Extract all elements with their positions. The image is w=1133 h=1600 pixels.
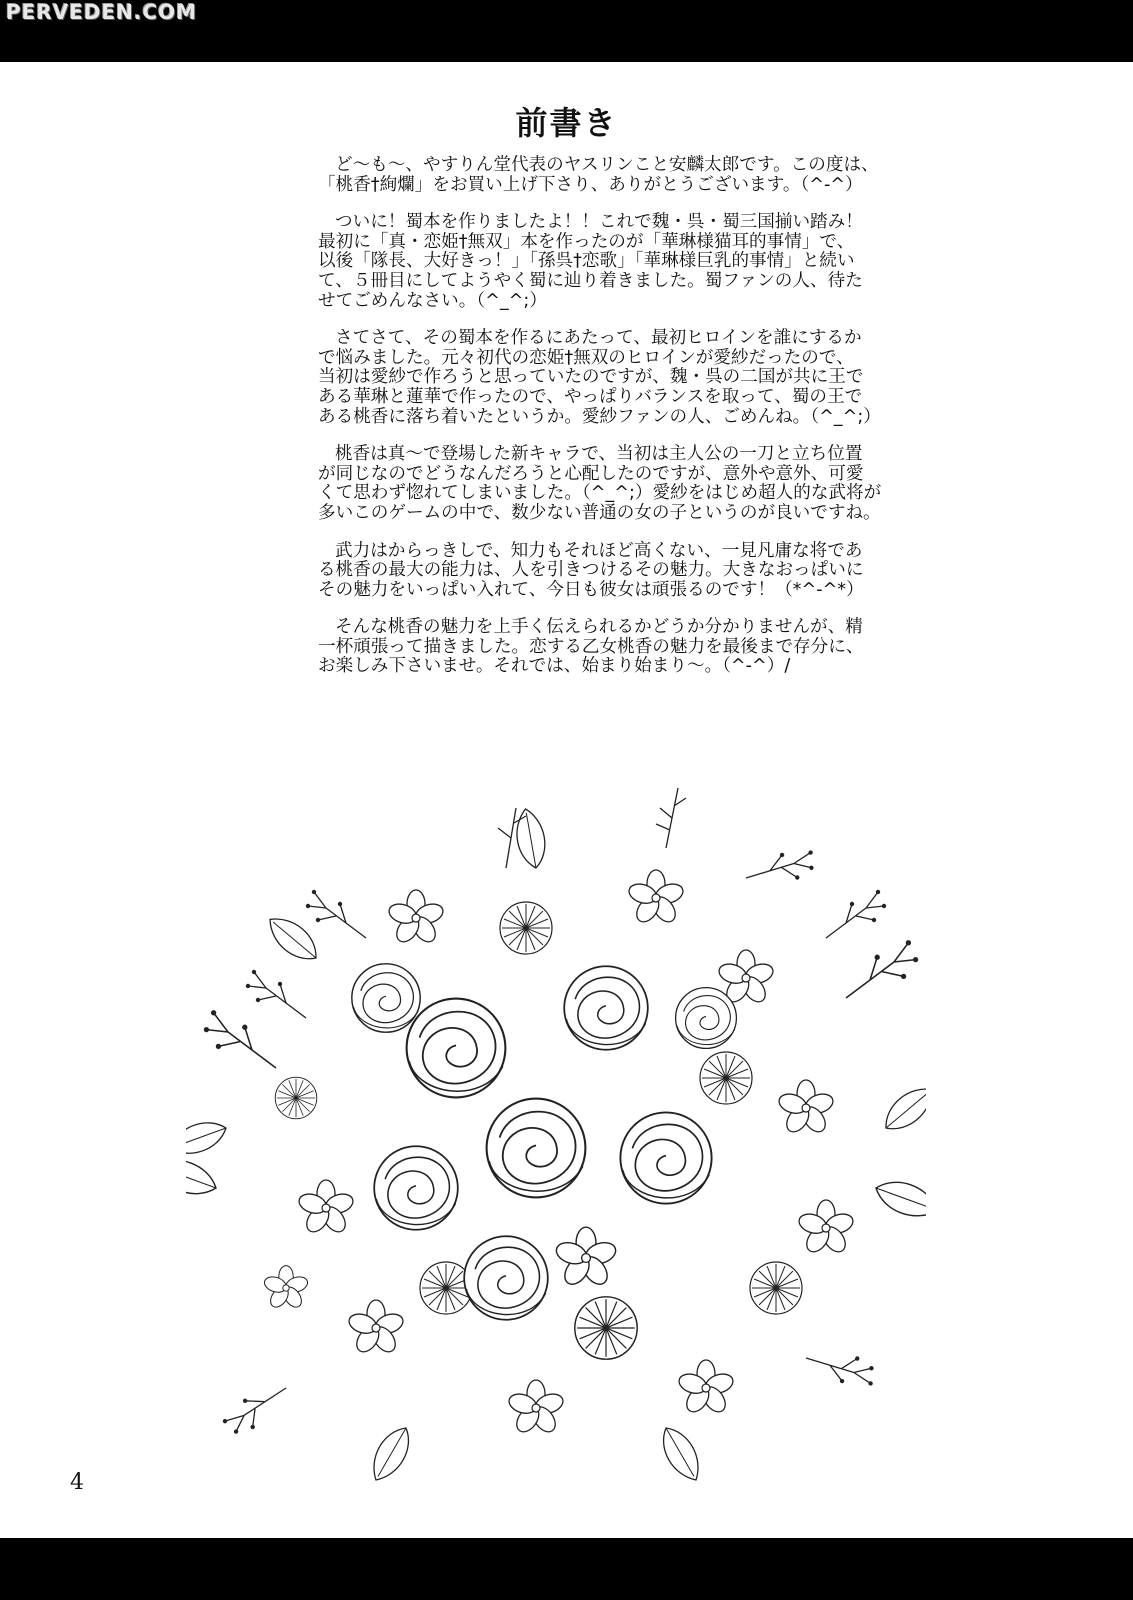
text-line: くて思わず惚れてしまいました。（^_^;）愛紗をはじめ超人的な武将が [318, 483, 882, 504]
text-line: お楽しみ下さいませ。それでは、始まり始まり～。（^-^）/ [318, 656, 791, 677]
text-line: て、５冊目にしてようやく蜀に辿り着きました。蜀ファンの人、待た [318, 270, 863, 291]
text-line: 最初に「真・恋姫†無双」本を作ったのが「華琳様猫耳的事情」で、 [318, 231, 855, 252]
text-line: ついに！蜀本を作りましたよ！！これで魏・呉・蜀三国揃い踏み！ [335, 212, 863, 233]
paragraph-2 [318, 213, 878, 311]
text-line: が同じなのでどうなんだろうと心配したのですが、意外や意外、可愛 [318, 463, 864, 484]
paragraph-3 [318, 328, 881, 427]
watermark-logo: PERVEDEN.COM [6, 0, 198, 24]
text-line: ある華琳と蓮華で作ったので、やっぱりバランスを取って、蜀の王で [318, 386, 863, 407]
text-line: そんな桃香の魅力を上手く伝えられるかどうか分かりませんが、精 [335, 617, 863, 638]
text-line: 桃香は真～で登場した新キャラで、当初は主人公の一刀と立ち位置 [335, 444, 863, 465]
text-line: せてごめんなさい。（^_^;） [318, 290, 547, 311]
page-number: 4 [70, 1470, 84, 1495]
text-line: 武力はからっきしで、知力もそれほど高くない、一見凡庸な将であ [335, 540, 863, 561]
paragraph-5 [318, 542, 878, 601]
text-line: ど～も～、やすりん堂代表のヤスリンこと安麟太郎です。この度は、 [335, 155, 879, 175]
text-line: る桃香の最大の能力は、人を引きつけるその魅力。大きなおっぱいに [318, 560, 864, 581]
preface-text [318, 155, 882, 695]
text-line: 以後「隊長、大好きっ！」「孫呉†恋歌」「華琳様巨乳的事情」と続い [318, 251, 855, 272]
paragraph-1 [318, 156, 878, 195]
paragraph-6 [318, 618, 878, 677]
book-page [0, 62, 1133, 1538]
text-line: 「桃香†絢爛」をお買い上げ下さり、ありがとうございます。（^-^） [318, 174, 863, 195]
text-line: 一杯頑張って描きました。恋する乙女桃香の魅力を最後まで存分に、 [318, 636, 864, 657]
text-line: さてさて、その蜀本を作るにあたって、最初ヒロインを誰にするか [335, 328, 862, 349]
page-title: 前書き [515, 104, 618, 142]
text-line: 当初は愛紗で作ろうと思っていたのですが、魏・呉の二国が共に王で [318, 367, 864, 388]
top-black-bar [0, 0, 1133, 62]
text-line: ある桃香に落ち着いたというか。愛紗ファンの人、ごめんね。（^_^;） [318, 406, 881, 427]
text-line: 多いこのゲームの中で、数少ない普通の女の子というのが良いですね。 [318, 502, 881, 523]
paragraph-4 [318, 444, 882, 523]
text-line: で悩みました。元々初代の恋姫†無双のヒロインが愛紗だったので、 [318, 347, 854, 368]
bottom-black-bar [0, 1538, 1133, 1600]
flower-bouquet-illustration [186, 768, 926, 1488]
text-line: その魅力をいっぱい入れて、今日も彼女は頑張るのです！（*^-^*） [318, 579, 864, 600]
